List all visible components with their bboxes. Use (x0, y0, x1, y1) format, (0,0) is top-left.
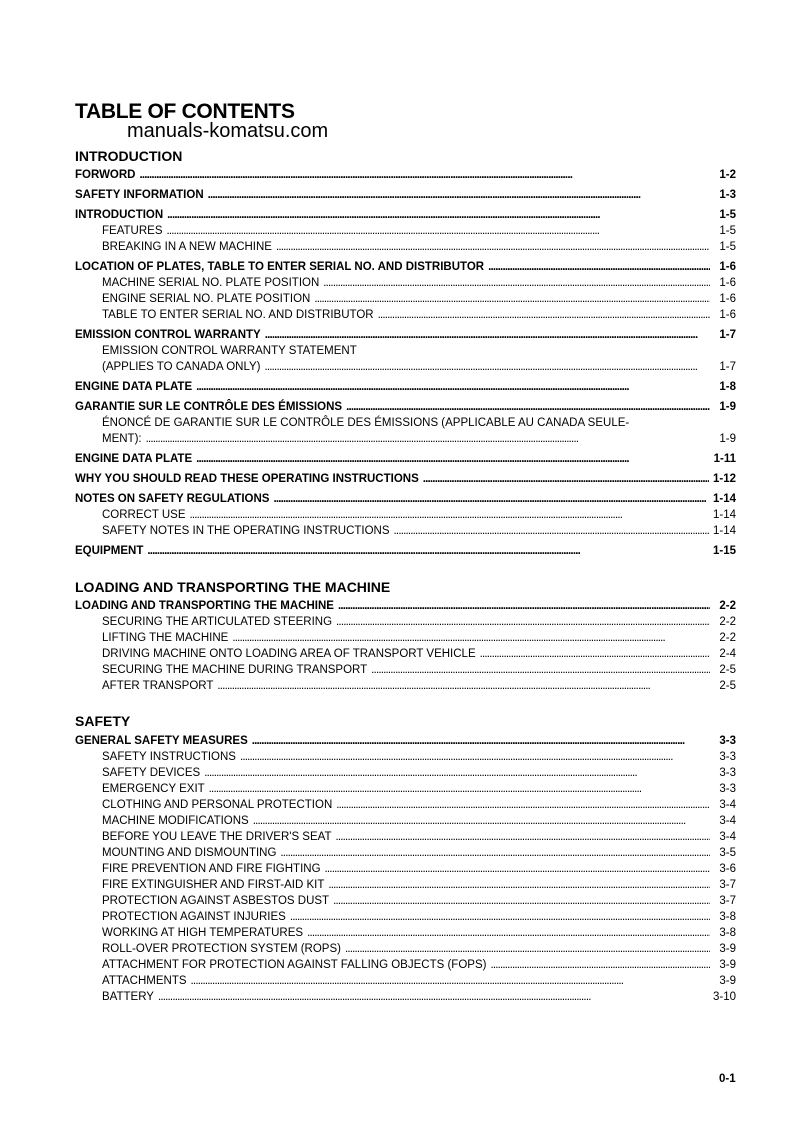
toc-entry-main[interactable] (75, 399, 736, 415)
toc-section-safety (75, 733, 736, 1005)
toc-entry-sub[interactable] (75, 813, 736, 829)
dot-leader (232, 630, 710, 646)
toc-entry-label: BEFORE YOU LEAVE THE DRIVER'S SEAT (102, 831, 332, 843)
toc-entry-label: MENT): (102, 433, 142, 445)
dot-leader (139, 167, 710, 183)
toc-entry-page: 1-9 (719, 433, 736, 445)
toc-entry-page: 3-4 (719, 815, 736, 827)
toc-entry-page: 1-6 (719, 261, 736, 273)
toc-entry-main[interactable] (75, 187, 736, 203)
toc-entry-page: 1-6 (719, 277, 736, 289)
toc-entry-page: 1-15 (712, 545, 736, 557)
dot-leader (345, 941, 710, 957)
dot-leader (314, 291, 710, 307)
toc-entry-main[interactable] (75, 379, 736, 395)
toc-entry-label: EQUIPMENT (75, 545, 144, 557)
section-heading-loading: LOADING AND TRANSPORTING THE MACHINE (75, 579, 391, 595)
dot-leader (217, 678, 710, 694)
toc-entry-page: 3-4 (719, 831, 736, 843)
toc-entry-label: ROLL-OVER PROTECTION SYSTEM (ROPS) (102, 943, 341, 955)
toc-entry-sub[interactable] (75, 223, 736, 239)
dot-leader (253, 813, 710, 829)
toc-entry-page: 3-8 (719, 911, 736, 923)
toc-entry-page: 3-8 (719, 927, 736, 939)
dot-leader (333, 893, 710, 909)
dot-leader (307, 925, 710, 941)
dot-leader (190, 507, 709, 523)
toc-entry-main[interactable] (75, 259, 736, 275)
toc-entry-label: LOADING AND TRANSPORTING THE MACHINE (75, 600, 334, 612)
toc-entry-page: 1-12 (712, 473, 736, 485)
toc-entry-label: ÉNONCÉ DE GARANTIE SUR LE CONTRÔLE DES ÉMISSIONS (APPLICABLE AU CANADA SEULE- (102, 417, 630, 429)
toc-entry-page: 1-8 (719, 381, 736, 393)
toc-entry-sub[interactable] (75, 415, 736, 431)
toc-entry-page: 1-7 (719, 361, 736, 373)
toc-entry-sub[interactable] (75, 678, 736, 694)
section-heading-safety: SAFETY (75, 713, 131, 729)
toc-entry-label: GENERAL SAFETY MEASURES (75, 735, 248, 747)
page-title: TABLE OF CONTENTS (75, 100, 295, 123)
toc-entry-label: DRIVING MACHINE ONTO LOADING AREA OF TRANSPORT VEHICLE (102, 648, 476, 660)
toc-entry-label: SAFETY INFORMATION (75, 189, 204, 201)
toc-entry-page: 1-14 (712, 525, 736, 537)
dot-leader (323, 275, 710, 291)
toc-entry-sub[interactable] (75, 829, 736, 845)
toc-entry-main[interactable] (75, 207, 736, 223)
dot-leader (158, 989, 709, 1005)
toc-entry-label: SAFETY INSTRUCTIONS (102, 751, 236, 763)
toc-entry-sub[interactable] (75, 523, 736, 539)
toc-entry-main[interactable] (75, 598, 736, 614)
toc-entry-sub[interactable] (75, 749, 736, 765)
dot-leader (378, 307, 710, 323)
toc-entry-label: CORRECT USE (102, 509, 186, 521)
dot-leader (146, 431, 710, 447)
toc-entry-sub[interactable] (75, 845, 736, 861)
toc-entry-page: 3-9 (719, 959, 736, 971)
toc-entry-main[interactable] (75, 733, 736, 749)
toc-entry-sub[interactable] (75, 431, 736, 447)
toc-entry-page: 1-2 (719, 169, 736, 181)
toc-entry-page: 3-3 (719, 751, 736, 763)
toc-section-loading (75, 598, 736, 694)
toc-entry-label: FIRE PREVENTION AND FIRE FIGHTING (102, 863, 321, 875)
dot-leader (480, 646, 710, 662)
toc-entry-label: BREAKING IN A NEW MACHINE (102, 241, 272, 253)
toc-entry-page: 2-5 (719, 680, 736, 692)
toc-entry-page: 2-2 (719, 632, 736, 644)
toc-entry-sub[interactable] (75, 957, 736, 973)
toc-entry-page: 3-10 (712, 991, 736, 1003)
toc-entry-label: SECURING THE ARTICULATED STEERING (102, 616, 333, 628)
toc-entry-label: WORKING AT HIGH TEMPERATURES (102, 927, 304, 939)
toc-entry-sub[interactable] (75, 909, 736, 925)
dot-leader (265, 359, 711, 375)
toc-entry-page: 1-14 (712, 509, 736, 521)
toc-entry-page: 1-6 (719, 309, 736, 321)
toc-entry-label: NOTES ON SAFETY REGULATIONS (75, 493, 270, 505)
dot-leader (394, 523, 709, 539)
toc-entry-page: 1-14 (712, 493, 736, 505)
toc-entry-page: 3-9 (719, 975, 736, 987)
toc-entry-sub[interactable] (75, 343, 736, 359)
toc-entry-page: 1-9 (719, 401, 736, 413)
toc-entry-label: AFTER TRANSPORT (102, 680, 214, 692)
toc-entry-page: 3-9 (719, 943, 736, 955)
toc-entry-label: MACHINE MODIFICATIONS (102, 815, 249, 827)
toc-entry-page: 3-3 (719, 783, 736, 795)
dot-leader (209, 781, 710, 797)
dot-leader (204, 765, 710, 781)
toc-entry-page: 3-4 (719, 799, 736, 811)
toc-entry-page: 1-3 (719, 189, 736, 201)
toc-entry-sub[interactable] (75, 630, 736, 646)
toc-entry-page: 1-5 (719, 209, 736, 221)
toc-entry-sub[interactable] (75, 941, 736, 957)
toc-entry-label: SAFETY DEVICES (102, 767, 201, 779)
watermark: manuals-komatsu.com (127, 120, 329, 142)
toc-entry-sub[interactable] (75, 507, 736, 523)
dot-leader (325, 861, 710, 877)
toc-entry-label: LOCATION OF PLATES, TABLE TO ENTER SERIAL NO. AND DISTRIBUTOR (75, 261, 485, 273)
toc-entry-page: 1-5 (719, 241, 736, 253)
toc-entry-page: 3-7 (719, 895, 736, 907)
toc-entry-page: 3-3 (719, 735, 736, 747)
toc-entry-label: ENGINE DATA PLATE (75, 381, 193, 393)
dot-leader (147, 543, 709, 559)
toc-entry-page: 3-5 (719, 847, 736, 859)
toc-entry-page: 2-2 (719, 616, 736, 628)
dot-leader (346, 399, 710, 415)
toc-entry-label: SAFETY NOTES IN THE OPERATING INSTRUCTIONS (102, 525, 390, 537)
dot-leader (336, 829, 711, 845)
toc-entry-sub[interactable] (75, 359, 736, 375)
toc-entry-label: FEATURES (102, 225, 163, 237)
toc-entry-sub[interactable] (75, 925, 736, 941)
toc-entry-label: PROTECTION AGAINST INJURIES (102, 911, 286, 923)
toc-entry-label: WHY YOU SHOULD READ THESE OPERATING INSTRUCTIONS (75, 473, 419, 485)
toc-entry-label: MOUNTING AND DISMOUNTING (102, 847, 277, 859)
toc-entry-main[interactable] (75, 471, 736, 487)
dot-leader (252, 733, 710, 749)
dot-leader (208, 187, 710, 203)
toc-entry-label: LIFTING THE MACHINE (102, 632, 229, 644)
toc-entry-label: GARANTIE SUR LE CONTRÔLE DES ÉMISSIONS (75, 401, 343, 413)
dot-leader (490, 957, 710, 973)
toc-entry-sub[interactable] (75, 861, 736, 877)
toc-entry-label: FORWORD (75, 169, 136, 181)
dot-leader (167, 207, 710, 223)
dot-leader (371, 662, 710, 678)
toc-entry-sub[interactable] (75, 239, 736, 255)
dot-leader (338, 598, 710, 614)
toc-entry-sub[interactable] (75, 765, 736, 781)
toc-entry-label: EMERGENCY EXIT (102, 783, 205, 795)
dot-leader (273, 491, 709, 507)
toc-entry-label: MACHINE SERIAL NO. PLATE POSITION (102, 277, 320, 289)
toc-entry-sub[interactable] (75, 662, 736, 678)
toc-entry-sub[interactable] (75, 877, 736, 893)
toc-entry-sub[interactable] (75, 275, 736, 291)
dot-leader (290, 909, 710, 925)
toc-entry-sub[interactable] (75, 973, 736, 989)
toc-entry-sub[interactable] (75, 989, 736, 1005)
toc-entry-main[interactable] (75, 327, 736, 343)
toc-entry-page: 1-7 (719, 329, 736, 341)
toc-entry-label: ENGINE DATA PLATE (75, 453, 193, 465)
dot-leader (276, 239, 710, 255)
dot-leader (196, 379, 710, 395)
toc-entry-page: 2-4 (719, 648, 736, 660)
toc-entry-label: ATTACHMENT FOR PROTECTION AGAINST FALLING OBJECTS (FOPS) (102, 959, 487, 971)
dot-leader (336, 797, 710, 813)
toc-entry-page: 3-7 (719, 879, 736, 891)
toc-entry-sub[interactable] (75, 614, 736, 630)
toc-section-introduction (75, 167, 736, 559)
dot-leader (488, 259, 710, 275)
toc-entry-sub[interactable] (75, 646, 736, 662)
toc-entry-main[interactable] (75, 491, 736, 507)
toc-entry-page: 2-5 (719, 664, 736, 676)
toc-entry-label: EMISSION CONTROL WARRANTY (75, 329, 261, 341)
dot-leader (423, 471, 709, 487)
toc-entry-label: (APPLIES TO CANADA ONLY) (102, 361, 261, 373)
toc-entry-main[interactable] (75, 543, 736, 559)
dot-leader (336, 614, 710, 630)
toc-entry-main[interactable] (75, 451, 736, 467)
dot-leader (265, 327, 710, 343)
toc-entry-label: EMISSION CONTROL WARRANTY STATEMENT (102, 345, 357, 357)
page-number: 0-1 (719, 1073, 736, 1085)
dot-leader (196, 451, 709, 467)
section-heading-introduction: INTRODUCTION (75, 148, 183, 164)
toc-entry-main[interactable] (75, 167, 736, 183)
toc-entry-label: FIRE EXTINGUISHER AND FIRST-AID KIT (102, 879, 325, 891)
dot-leader (191, 973, 710, 989)
toc-entry-label: PROTECTION AGAINST ASBESTOS DUST (102, 895, 330, 907)
toc-entry-page: 3-6 (719, 863, 736, 875)
toc-entry-label: ATTACHMENTS (102, 975, 187, 987)
toc-entry-sub[interactable] (75, 781, 736, 797)
toc-entry-label: INTRODUCTION (75, 209, 164, 221)
toc-entry-label: BATTERY (102, 991, 154, 1003)
toc-entry-page: 1-11 (713, 453, 736, 465)
dot-leader (328, 877, 710, 893)
dot-leader (280, 845, 710, 861)
toc-entry-sub[interactable] (75, 797, 736, 813)
dot-leader (240, 749, 710, 765)
toc-entry-page: 1-5 (719, 225, 736, 237)
toc-entry-page: 3-3 (719, 767, 736, 779)
toc-entry-sub[interactable] (75, 291, 736, 307)
toc-entry-label: SECURING THE MACHINE DURING TRANSPORT (102, 664, 368, 676)
toc-entry-page: 2-2 (719, 600, 736, 612)
toc-entry-page: 1-6 (719, 293, 736, 305)
toc-entry-label: ENGINE SERIAL NO. PLATE POSITION (102, 293, 311, 305)
toc-entry-sub[interactable] (75, 893, 736, 909)
dot-leader (167, 223, 711, 239)
toc-entry-sub[interactable] (75, 307, 736, 323)
toc-entry-label: CLOTHING AND PERSONAL PROTECTION (102, 799, 333, 811)
toc-entry-label: TABLE TO ENTER SERIAL NO. AND DISTRIBUTOR (102, 309, 374, 321)
